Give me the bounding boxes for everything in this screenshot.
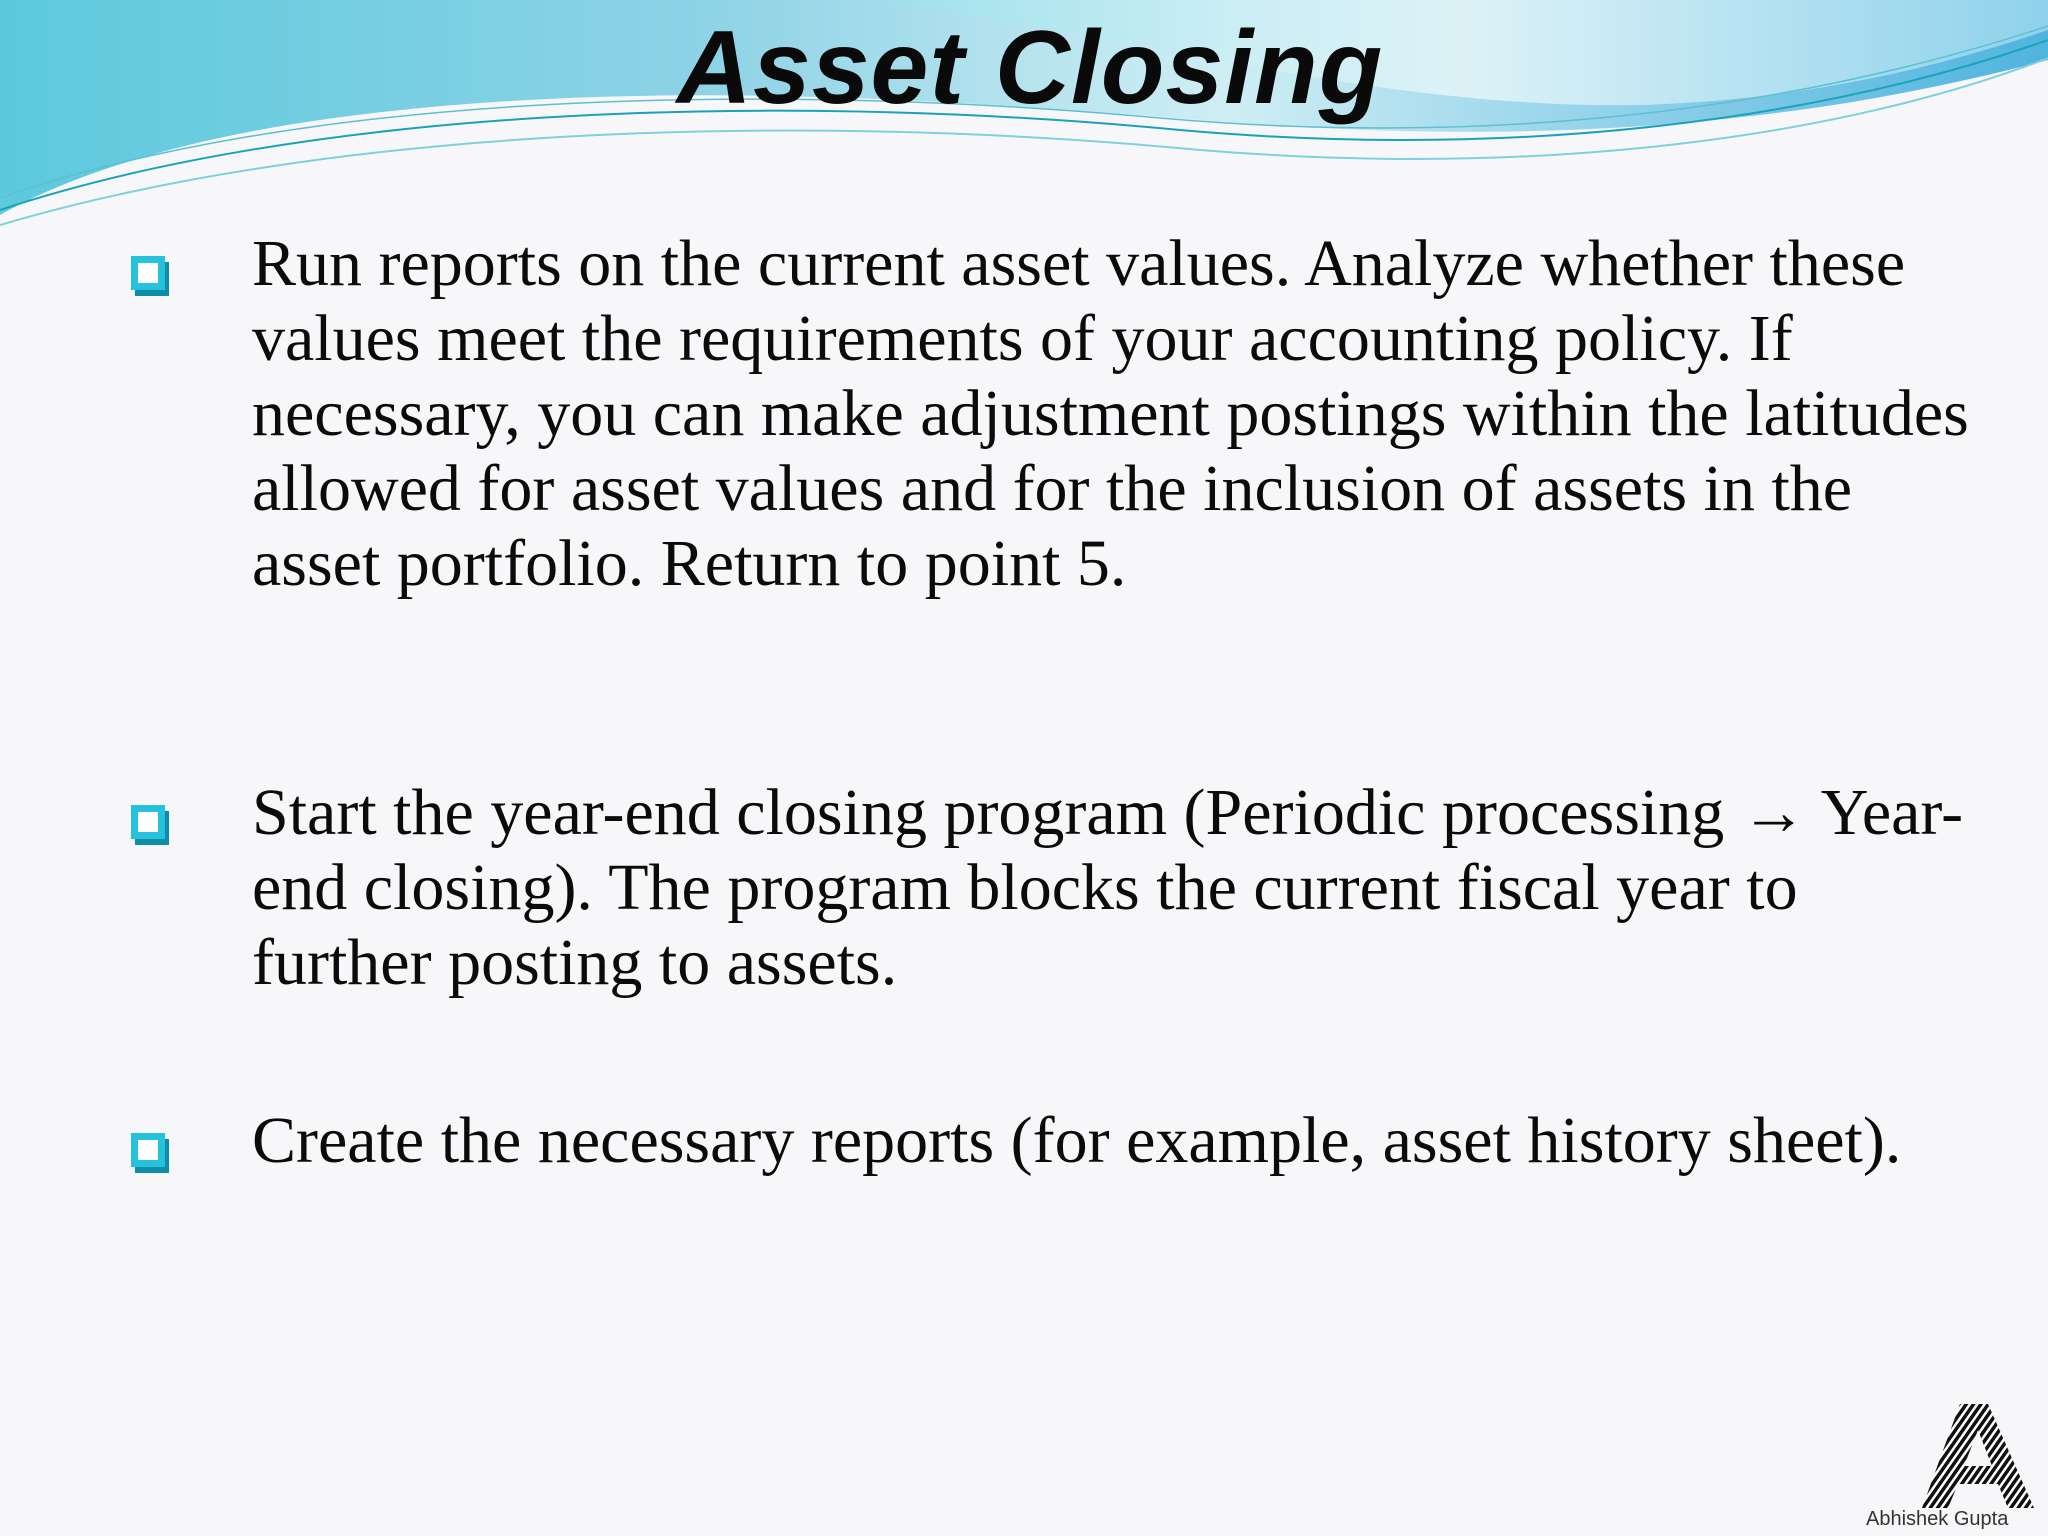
- bullet-text: Create the necessary reports (for example, asset history sheet).: [252, 1104, 1902, 1177]
- hollow-square-bullet-icon: [127, 799, 175, 847]
- bullet-text: Start the year-end closing program (Periodic processing → Year-end closing). The program blocks the current fiscal year to further posting to assets.: [252, 776, 1964, 999]
- author-caption: Abhishek Gupta: [1866, 1508, 2009, 1530]
- slide-title: Asset Closing: [676, 10, 1384, 126]
- hollow-square-bullet-icon: [127, 250, 175, 298]
- hollow-square-bullet-icon: [127, 1127, 175, 1175]
- bullet-text: Run reports on the current asset values. Analyze whether these values meet the requirements of your accounting policy. If necessary, you can make adjustment postings within the latitudes allowed for asset values and for the inclusion of assets in the asset portfolio. Return to point 5.: [252, 227, 1969, 600]
